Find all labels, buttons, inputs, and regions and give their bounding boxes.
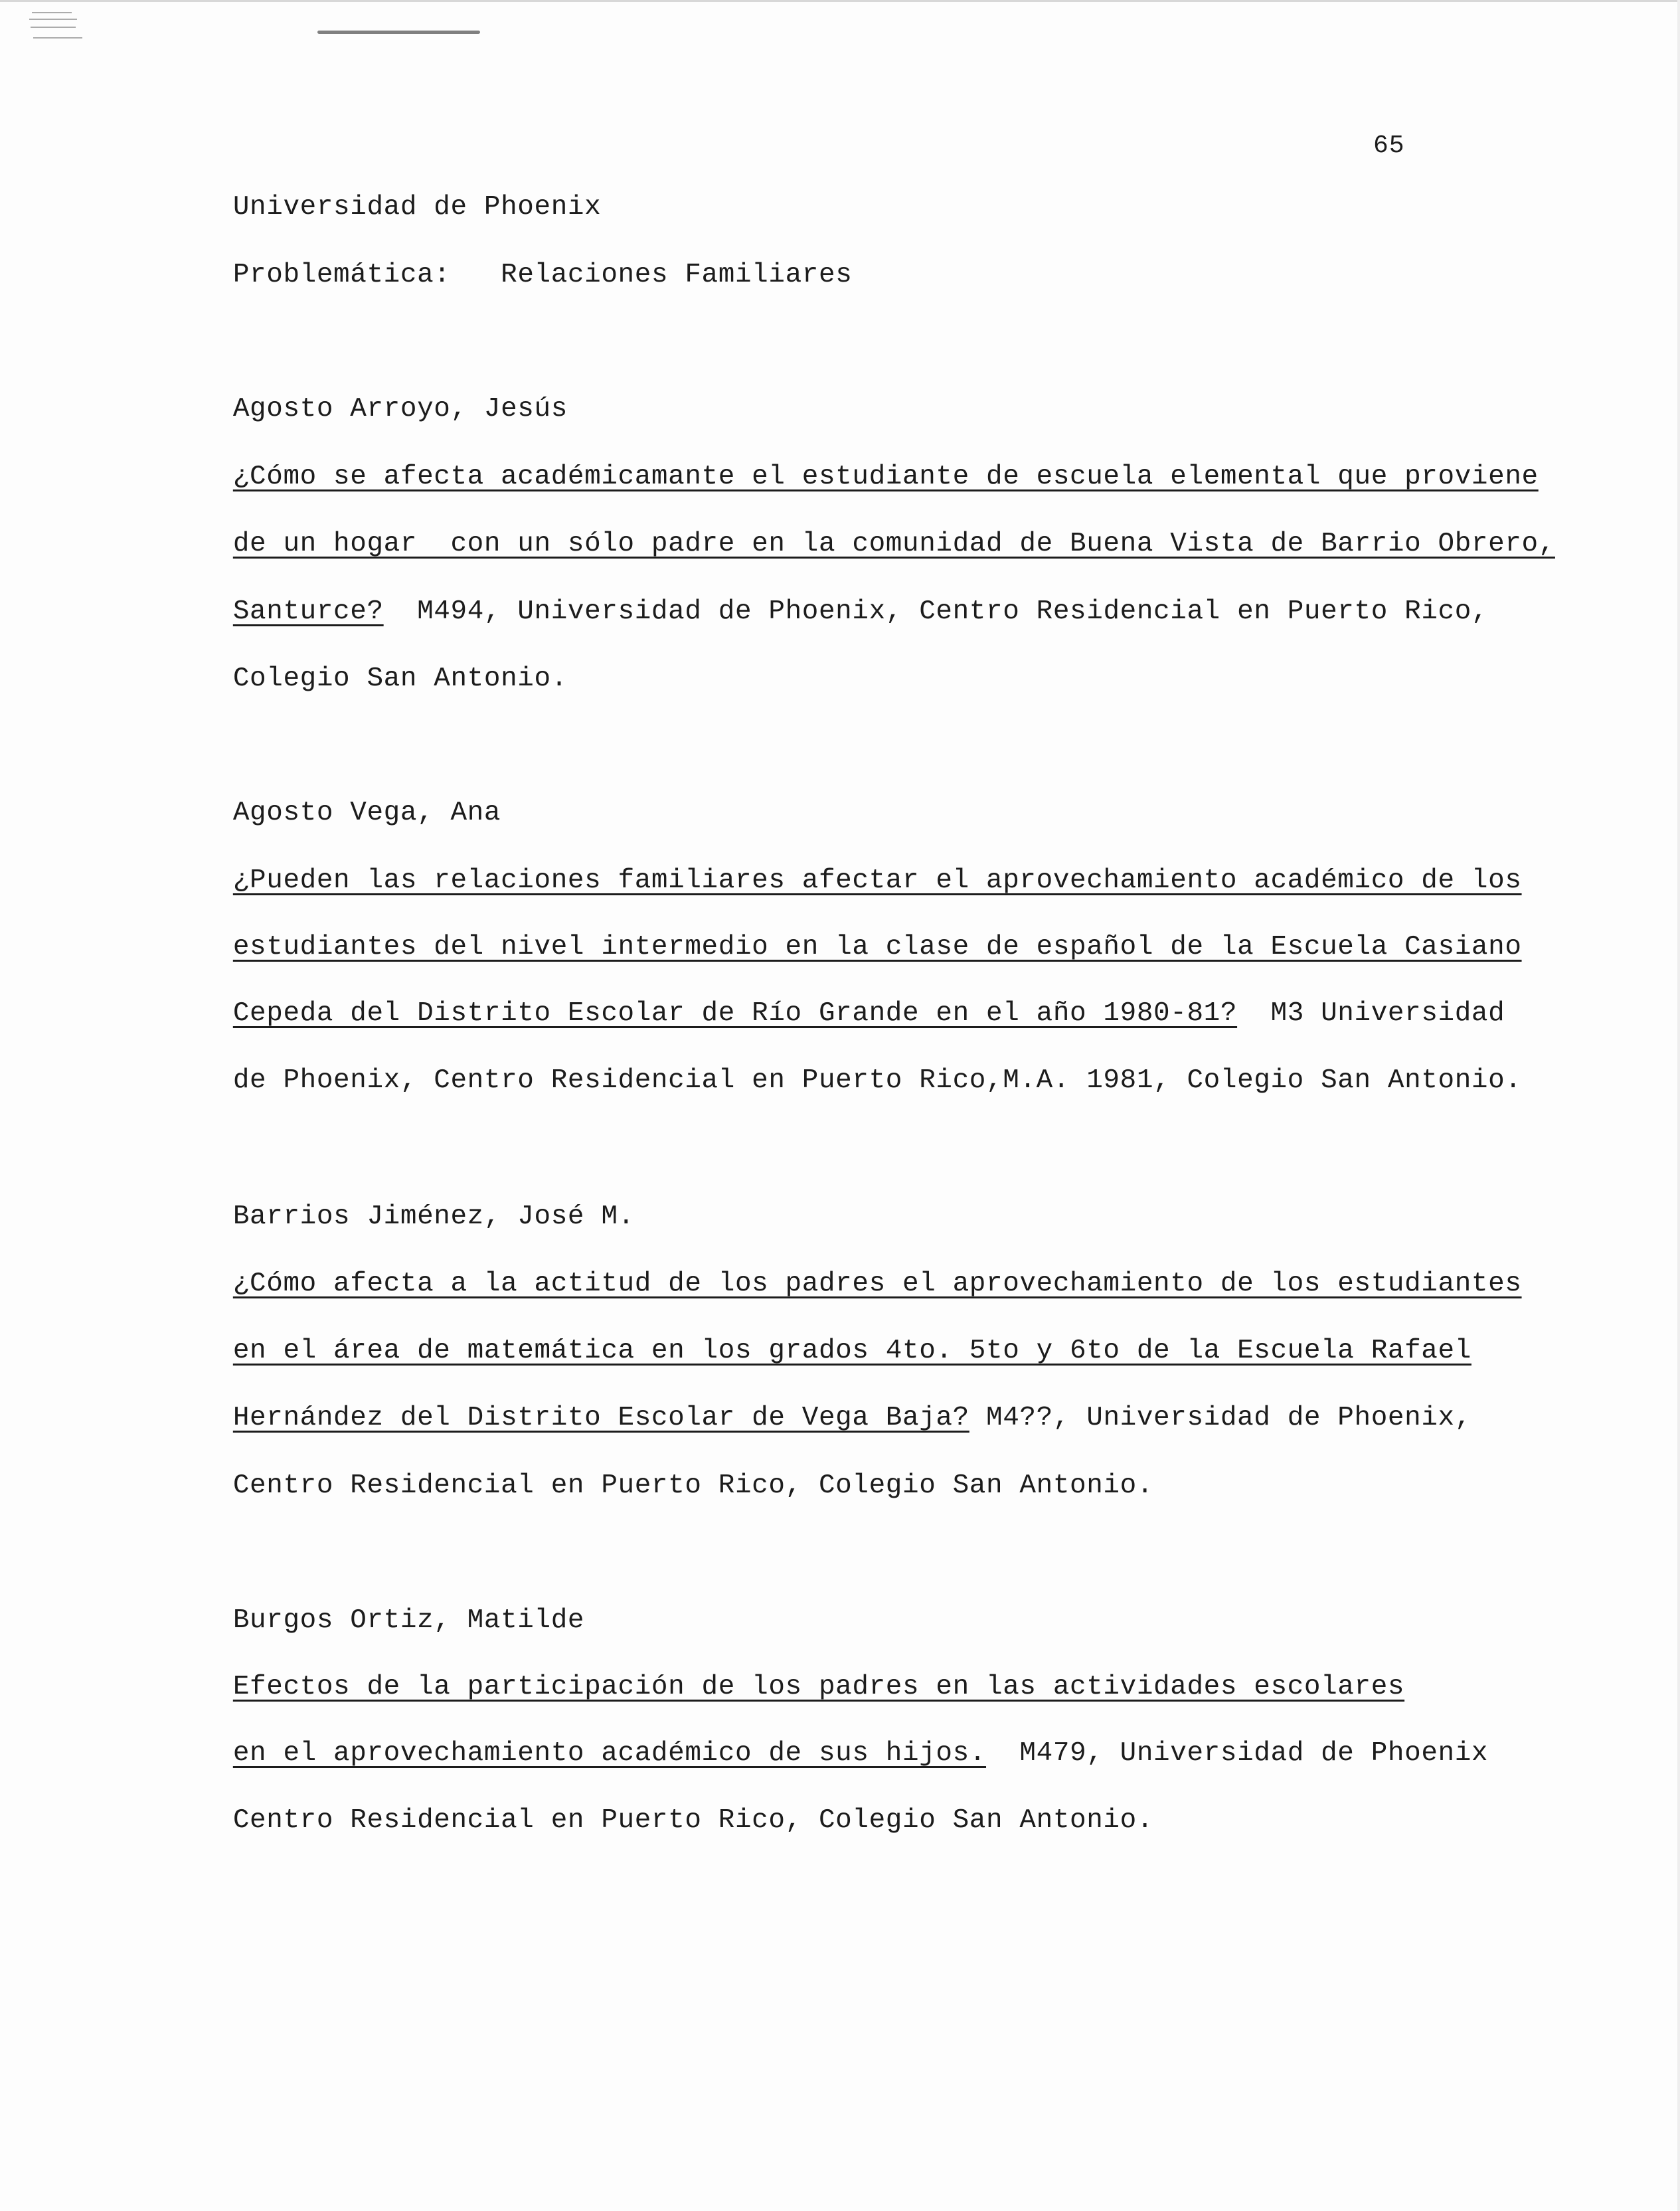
thesis-title: Cepeda del Distrito Escolar de Río Grande en el año 1980-81? bbox=[232, 998, 1238, 1029]
citation-text: de Phoenix, Centro Residencial en Puerto Rico,M.A. 1981, Colegio San Antonio. bbox=[232, 1065, 1522, 1096]
institution-name: Universidad de Phoenix bbox=[232, 192, 602, 222]
thesis-title: estudiantes del nivel intermedio en la clase de español de la Escuela Casiano bbox=[232, 932, 1522, 962]
author-name: Burgos Ortiz, Matilde bbox=[232, 1605, 585, 1636]
author-name: Agosto Vega, Ana bbox=[232, 798, 501, 828]
citation-text: M494, Universidad de Phoenix, Centro Residencial en Puerto Rico, bbox=[383, 596, 1489, 627]
corner-mark bbox=[31, 27, 76, 28]
entry-line bbox=[166, 1029, 1522, 1132]
scan-edge-right bbox=[1677, 0, 1680, 2211]
thesis-title: ¿Cómo afecta a la actitud de los padres el aprovechamiento de los estudiantes bbox=[232, 1269, 1522, 1299]
citation-text: M479, Universidad de Phoenix bbox=[986, 1738, 1489, 1769]
author-name: Barrios Jiménez, José M. bbox=[232, 1201, 635, 1232]
thesis-title: de un hogar con un sólo padre en la comunidad de Buena Vista de Barrio Obrero, bbox=[232, 529, 1555, 559]
thesis-title: Efectos de la participación de los padres en las actividades escolares bbox=[232, 1672, 1405, 1702]
citation-text: M3 Universidad bbox=[1237, 998, 1505, 1029]
thesis-title: Santurce? bbox=[232, 596, 384, 627]
corner-mark bbox=[32, 12, 72, 13]
scan-scribble bbox=[317, 31, 480, 34]
corner-mark bbox=[29, 19, 77, 20]
thesis-title: en el aprovechamiento académico de sus hijos. bbox=[232, 1738, 987, 1769]
thesis-title: Hernández del Distrito Escolar de Vega Baja? bbox=[232, 1403, 969, 1433]
scan-edge-top bbox=[0, 0, 1680, 2]
thesis-title: ¿Pueden las relaciones familiares afectar el aprovechamiento académico de los bbox=[232, 865, 1522, 896]
entry-line bbox=[166, 1769, 1153, 1872]
entry-line bbox=[166, 627, 568, 731]
topic-gap bbox=[450, 260, 501, 290]
corner-mark bbox=[33, 37, 82, 39]
page-number: 65 bbox=[1373, 132, 1405, 160]
thesis-title: en el área de matemática en los grados 4to. 5to y 6to de la Escuela Rafael bbox=[232, 1336, 1471, 1366]
citation-text: Centro Residencial en Puerto Rico, Colegio San Antonio. bbox=[232, 1805, 1154, 1836]
topic-value: Relaciones Familiares bbox=[501, 260, 853, 290]
entry-line bbox=[166, 1434, 1153, 1538]
citation-text: Colegio San Antonio. bbox=[232, 663, 568, 694]
topic-header bbox=[166, 223, 852, 327]
thesis-title: ¿Cómo se afecta académicamante el estudiante de escuela elemental que proviene bbox=[232, 462, 1539, 492]
author-name: Agosto Arroyo, Jesús bbox=[232, 394, 568, 424]
citation-text: Centro Residencial en Puerto Rico, Colegio San Antonio. bbox=[232, 1470, 1154, 1501]
topic-label: Problemática: bbox=[232, 260, 451, 290]
citation-text: M4??, Universidad de Phoenix, bbox=[969, 1403, 1471, 1433]
